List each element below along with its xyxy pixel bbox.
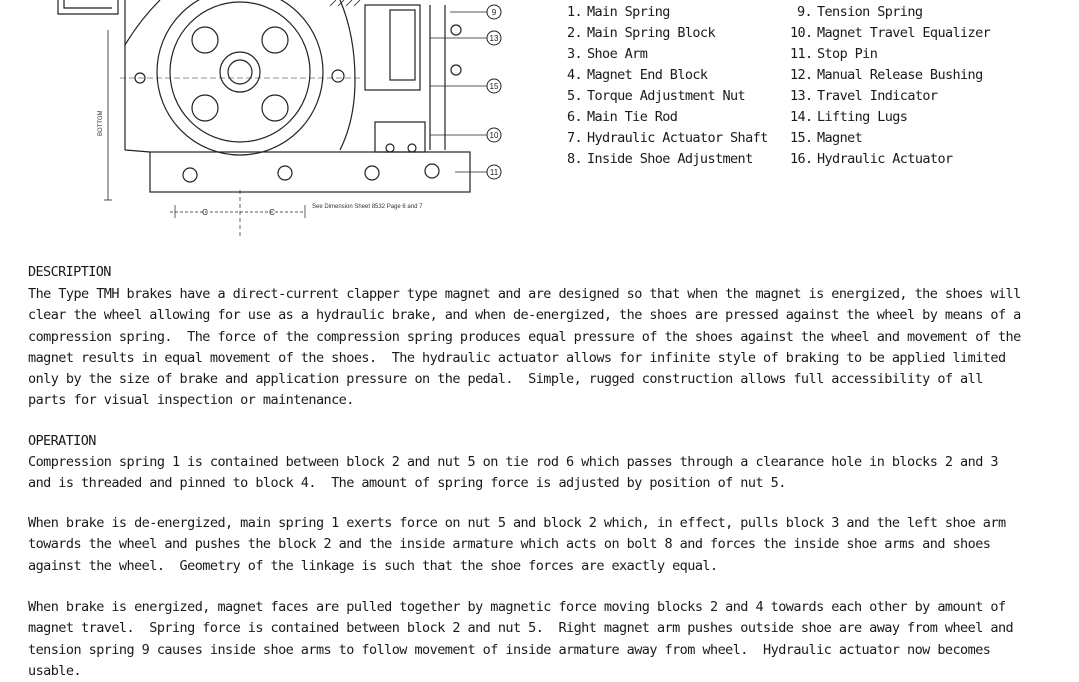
text-line: compression spring. The force of the compression spring produces equal pressure of the shoes against the wheel and movement of the bbox=[28, 328, 1021, 345]
part-item: 3. Shoe Arm bbox=[566, 46, 648, 62]
part-item: 15. Magnet bbox=[790, 130, 863, 146]
part-item: 6. Main Tie Rod bbox=[566, 109, 678, 125]
parts-list-right bbox=[790, 2, 990, 170]
drawing-side-label: BOTTOM bbox=[98, 110, 104, 136]
text-line: towards the wheel and pushes the block 2 and the inside armature which acts on bolt 8 and forces the inside shoe arms and shoes bbox=[28, 536, 991, 553]
part-item: 7. Hydraulic Actuator Shaft bbox=[566, 130, 768, 146]
part-item: 16. Hydraulic Actuator bbox=[790, 151, 953, 167]
callout-label: 11 bbox=[489, 168, 499, 177]
text-line: The Type TMH brakes have a direct-current clapper type magnet and are designed so that when the magnet is energized, the shoes will bbox=[28, 286, 1021, 302]
description-paragraph bbox=[28, 284, 1068, 412]
part-item: 13. Travel Indicator bbox=[790, 88, 938, 104]
part-item: 9. Tension Spring bbox=[796, 4, 923, 20]
dimension-label: C bbox=[202, 208, 208, 217]
callout-label: 9 bbox=[491, 8, 497, 17]
operation-heading: OPERATION bbox=[28, 433, 96, 449]
text-line: magnet results in equal movement of the shoes. The hydraulic actuator allows for infinite style of braking to be applied limited bbox=[28, 349, 1006, 366]
text-line: usable. bbox=[28, 662, 82, 679]
part-item: 10. Magnet Travel Equalizer bbox=[790, 25, 991, 41]
operation-paragraph-1 bbox=[28, 452, 1068, 495]
part-item: 4. Magnet End Block bbox=[566, 67, 708, 83]
callout-label: 10 bbox=[489, 131, 499, 140]
callout-label: 15 bbox=[489, 82, 499, 91]
text-line: magnet travel. Spring force is contained between block 2 and nut 5. Right magnet arm pushes outside shoe are away from wheel and bbox=[28, 620, 1014, 637]
part-item: 5. Torque Adjustment Nut bbox=[566, 88, 746, 104]
part-item: 11. Stop Pin bbox=[790, 46, 878, 62]
text-line: parts for visual inspection or maintenance. bbox=[28, 392, 354, 409]
text-line: tension spring 9 causes inside shoe arms to follow movement of inside armature away from wheel. Hydraulic actuator now becomes bbox=[28, 641, 991, 658]
brake-assembly-drawing bbox=[0, 0, 520, 245]
text-line: When brake is de-energized, main spring 1 exerts force on nut 5 and block 2 which, in effect, pulls block 3 and the left shoe arm bbox=[28, 515, 1006, 531]
text-line: clear the wheel allowing for use as a hydraulic brake, and when de-energized, the shoes are pressed against the wheel by means of a bbox=[28, 307, 1021, 324]
dimension-label: C bbox=[269, 208, 275, 217]
operation-paragraph-3 bbox=[28, 597, 1068, 682]
part-item: 14. Lifting Lugs bbox=[790, 109, 908, 125]
text-line: Compression spring 1 is contained between block 2 and nut 5 on tie rod 6 which passes through a clearance hole in blocks 2 and 3 bbox=[28, 454, 998, 470]
part-item: 12. Manual Release Bushing bbox=[790, 67, 983, 83]
text-line: only by the size of brake and application pressure on the pedal. Simple, rugged construction allows full accessibility of all bbox=[28, 371, 983, 388]
part-item: 2. Main Spring Block bbox=[566, 25, 715, 41]
parts-list-left bbox=[560, 2, 768, 170]
text-line: against the wheel. Geometry of the linkage is such that the shoe forces are exactly equal. bbox=[28, 557, 718, 574]
part-item: 8. Inside Shoe Adjustment bbox=[566, 151, 753, 167]
operation-paragraph-2 bbox=[28, 513, 1068, 577]
description-heading: DESCRIPTION bbox=[28, 264, 111, 280]
part-item: 1. Main Spring bbox=[566, 4, 670, 20]
text-line: and is threaded and pinned to block 4. The amount of spring force is adjusted by position of nut 5. bbox=[28, 475, 786, 492]
dimension-sheet-note: See Dimension Sheet 8532 Page 6 and 7 bbox=[312, 204, 423, 210]
text-line: When brake is energized, magnet faces are pulled together by magnetic force moving blocks 2 and 4 towards each other by amount of bbox=[28, 599, 1006, 615]
callout-label: 13 bbox=[489, 34, 499, 43]
